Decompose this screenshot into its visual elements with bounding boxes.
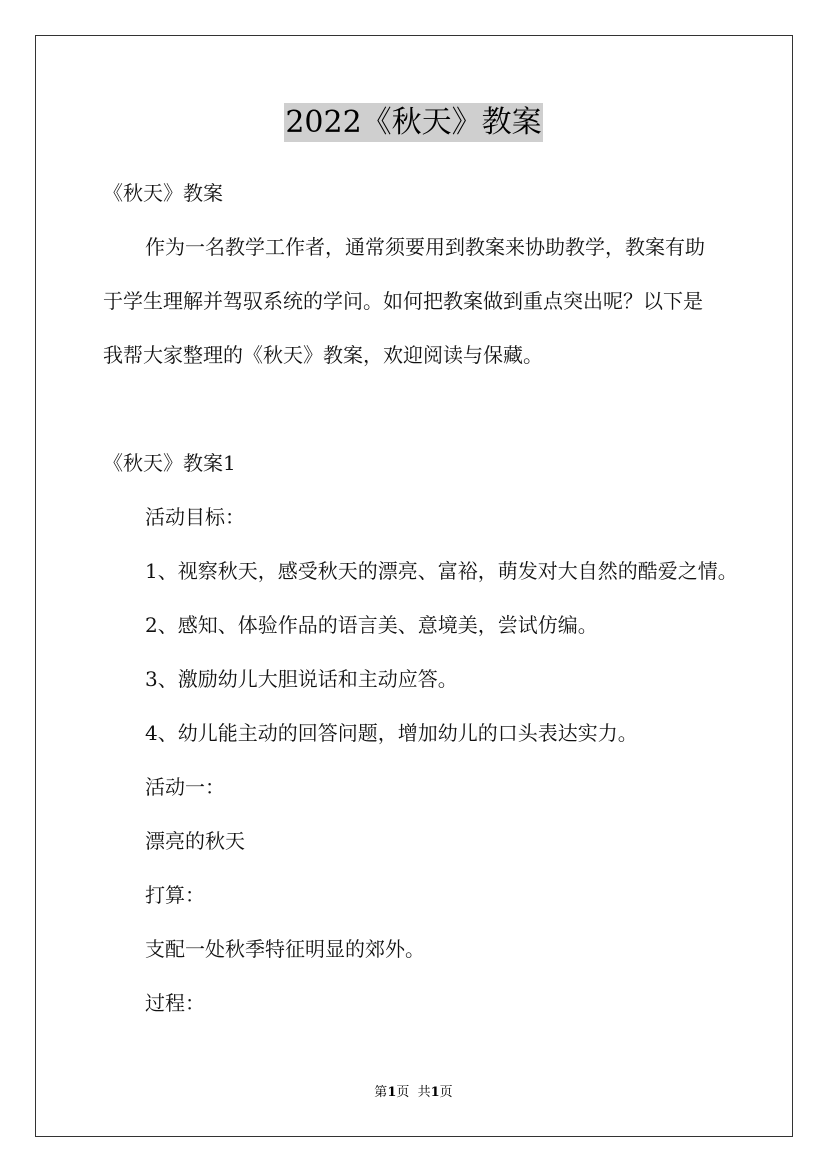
section1-heading: 《秋天》教案1 xyxy=(103,451,236,475)
page-footer xyxy=(0,1084,827,1102)
footer-current-page: 1 xyxy=(387,1085,397,1100)
intro-paragraph-line-1: 作为一名教学工作者，通常须要用到教案来协助教学，教案有助 xyxy=(145,235,705,259)
footer-total-pages: 1 xyxy=(430,1085,440,1100)
intro-paragraph-line-2: 于学生理解并驾驭系统的学问。如何把教案做到重点突出呢？以下是 xyxy=(103,289,703,313)
title-area xyxy=(0,103,827,142)
goal-item-3: 3、激励幼儿大胆说话和主动应答。 xyxy=(145,667,458,691)
goal-item-2: 2、感知、体验作品的语言美、意境美，尝试仿编。 xyxy=(145,613,598,637)
activity-one-label: 活动一： xyxy=(145,775,225,799)
footer-suffix: 页 xyxy=(439,1085,453,1100)
document-body xyxy=(103,166,763,1030)
process-label: 过程： xyxy=(145,991,205,1015)
activity-goals-label: 活动目标： xyxy=(145,505,245,529)
preparation-label: 打算： xyxy=(145,883,205,907)
goal-item-1: 1、视察秋天，感受秋天的漂亮、富裕，萌发对大自然的酷爱之情。 xyxy=(145,559,738,583)
preparation-text: 支配一处秋季特征明显的郊外。 xyxy=(145,937,425,961)
intro-heading: 《秋天》教案 xyxy=(103,181,223,205)
blank-line xyxy=(103,382,763,436)
footer-prefix: 第 xyxy=(374,1085,388,1100)
footer-middle: 页 共 xyxy=(396,1085,431,1100)
activity-one-title: 漂亮的秋天 xyxy=(145,829,245,853)
document-title: 2022《秋天》教案 xyxy=(285,105,542,140)
goal-item-4: 4、幼儿能主动的回答问题，增加幼儿的口头表达实力。 xyxy=(145,721,638,745)
intro-paragraph-line-3: 我帮大家整理的《秋天》教案，欢迎阅读与保藏。 xyxy=(103,343,543,367)
